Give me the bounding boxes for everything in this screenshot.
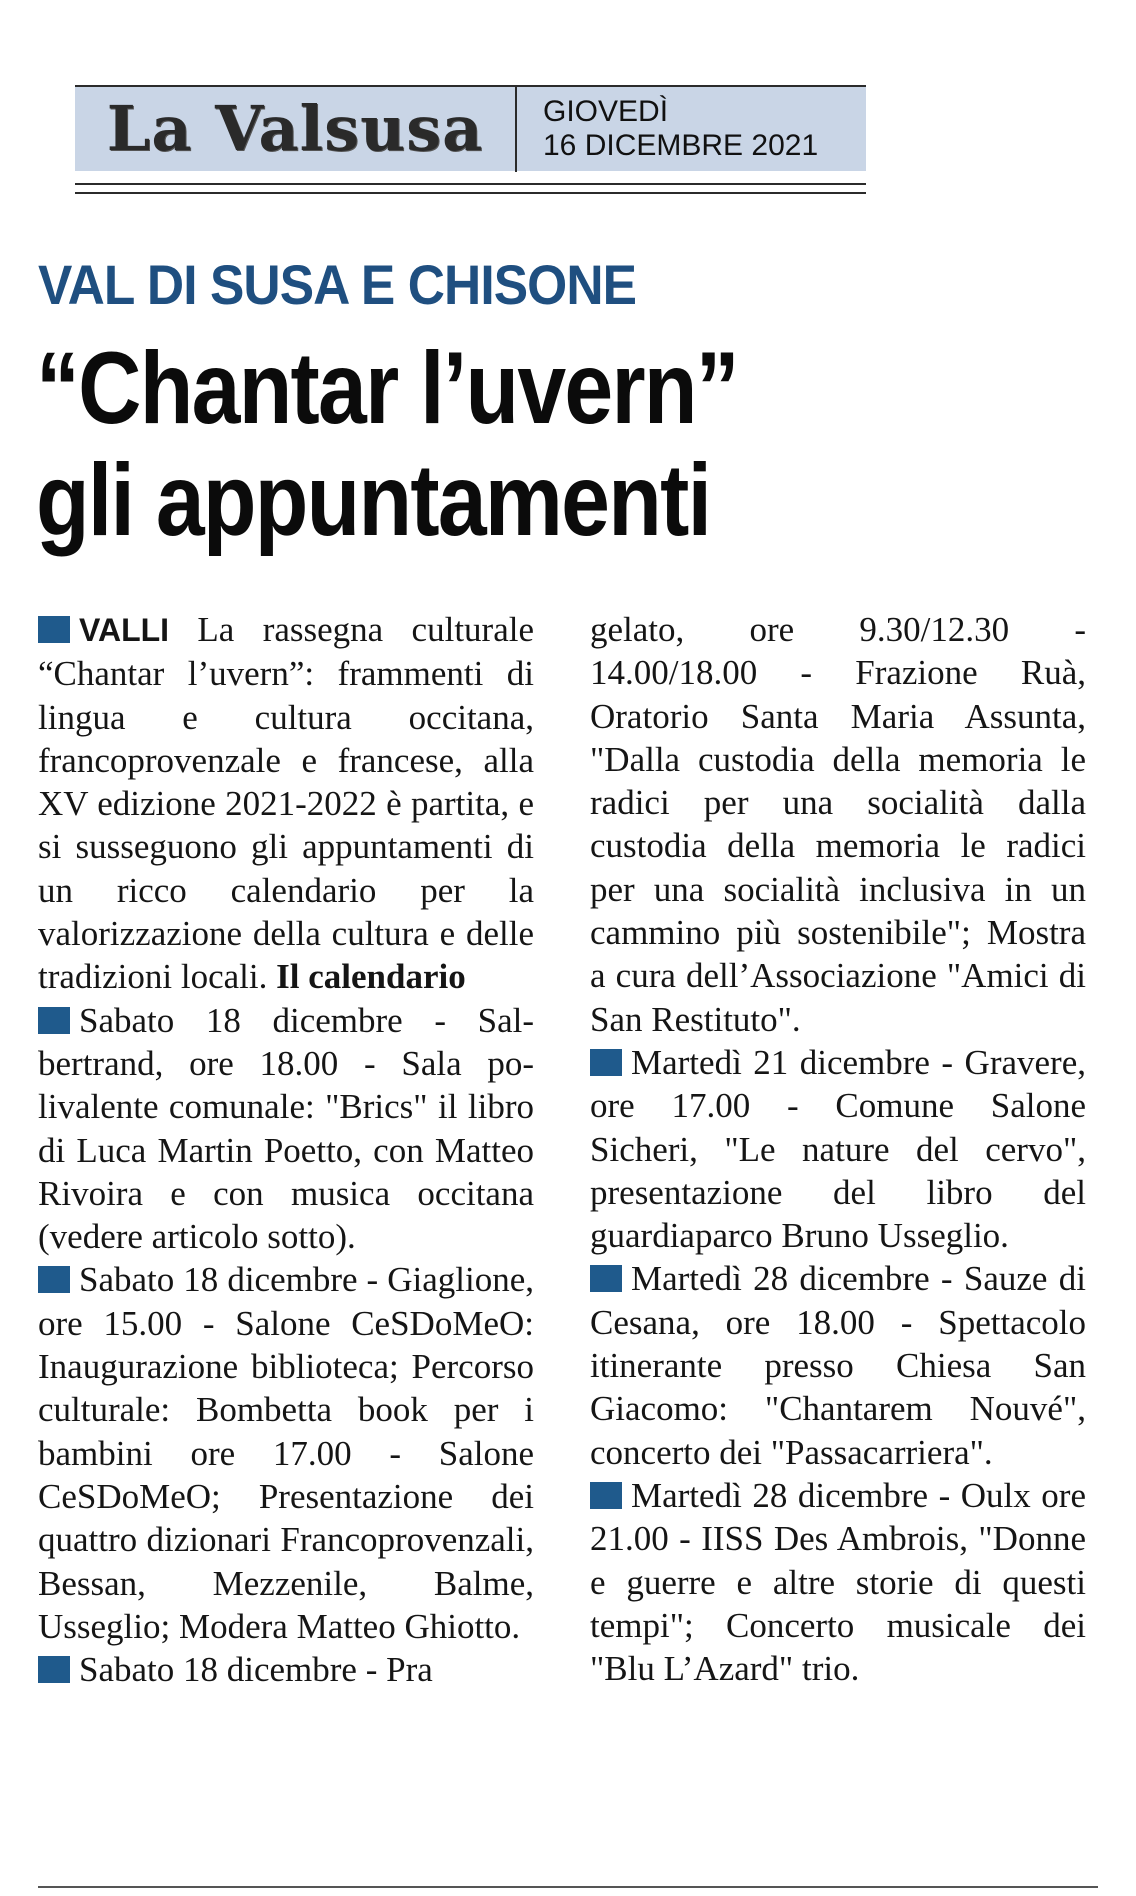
square-bullet-icon [38, 1656, 70, 1683]
issue-weekday: GIOVEDÌ [543, 95, 669, 128]
square-bullet-icon [38, 616, 70, 643]
headline-line-1: “Chantar l’uvern” [36, 331, 738, 445]
event-item [590, 1474, 1086, 1690]
article-column-right [590, 608, 1086, 1690]
event-text: gelato, ore 9.30/12.30 - 14.00/18.00 - Frazione Ruà, Oratorio Santa Maria Assunta, "Dalla custodia della memoria le radici per una socialità dalla custodia della memoria le radici per una socialità inclusiva in un cammino più sostenibile"; Mostra a cura dell’Associazione "Amici di San Restituto". [590, 610, 1086, 1039]
intro-paragraph [38, 608, 534, 999]
article-headline [36, 332, 738, 556]
section-title: VAL DI SUSA E CHISONE [38, 253, 637, 316]
event-continuation [590, 608, 1086, 1041]
intro-text: La rassegna culturale “Chantar l’uvern”: frammenti di lingua e cultura occitana, francoprovenzale e francese, alla XV edizione 2021-2022 è partita, e si susseguono gli appuntamenti di un ricco calendario per la valorizzazione della cultura e delle tradizioni locali. [38, 610, 534, 997]
headline-line-2: gli appuntamenti [36, 443, 711, 557]
event-item [38, 1648, 534, 1691]
event-text: Martedì 21 dicembre - Gravere, ore 17.00 - Comune Salone Sicheri, "Le nature del cervo", presentazione del libro del guardiaparco Bruno Usseglio. [590, 1042, 1086, 1256]
calendar-label: Il calendario [276, 957, 466, 997]
issue-date-text: 16 DICEMBRE 2021 [543, 129, 819, 162]
event-item [38, 1258, 534, 1648]
masthead-rule-bottom [75, 192, 866, 194]
square-bullet-icon [590, 1049, 622, 1076]
masthead [75, 85, 866, 171]
event-text: Sabato 18 dicembre - Salbertrand, ore 18.00 - Sala polivalente comunale: "Brics" il libro di Luca Martin Poetto, con Matteo Rivoira e con musica occitana (vedere articolo sotto). [38, 1000, 534, 1257]
article-column-left [38, 608, 534, 1691]
event-text: Sabato 18 dicembre - Pra [79, 1650, 433, 1690]
dateline: VALLI [79, 612, 170, 648]
page-bottom-rule [38, 1886, 1098, 1888]
newspaper-logo: La Valsusa [106, 92, 484, 165]
event-item [38, 999, 534, 1259]
event-text: Sabato 18 dicembre - Giaglione, ore 15.00 - Salone CeSDoMeO: Inaugurazione biblioteca; Percorso culturale: Bombetta book per i bambini ore 17.00 - Salone CeSDoMeO; Presentazione dei quattro dizionari Francoprovenzali, Bessan, Mezzenile, Balme, Usseglio; Modera Matteo Ghiotto. [38, 1260, 534, 1646]
square-bullet-icon [590, 1482, 622, 1509]
issue-date [517, 95, 818, 163]
event-text: Martedì 28 dicembre - Sauze di Cesana, ore 18.00 - Spettacolo itinerante presso Chiesa San Giacomo: "Chantarem Nouvé", concerto dei "Passacarriera". [590, 1259, 1086, 1472]
square-bullet-icon [38, 1007, 70, 1034]
masthead-rule-top [75, 183, 866, 185]
square-bullet-icon [38, 1266, 70, 1293]
event-text: Martedì 28 dicembre - Oulx ore 21.00 - IISS Des Ambrois, "Donne e guerre e altre storie di questi tempi"; Concerto musicale dei "Blu L’Azard" trio. [590, 1475, 1086, 1689]
square-bullet-icon [590, 1265, 622, 1292]
event-item [590, 1041, 1086, 1257]
event-item [590, 1257, 1086, 1473]
